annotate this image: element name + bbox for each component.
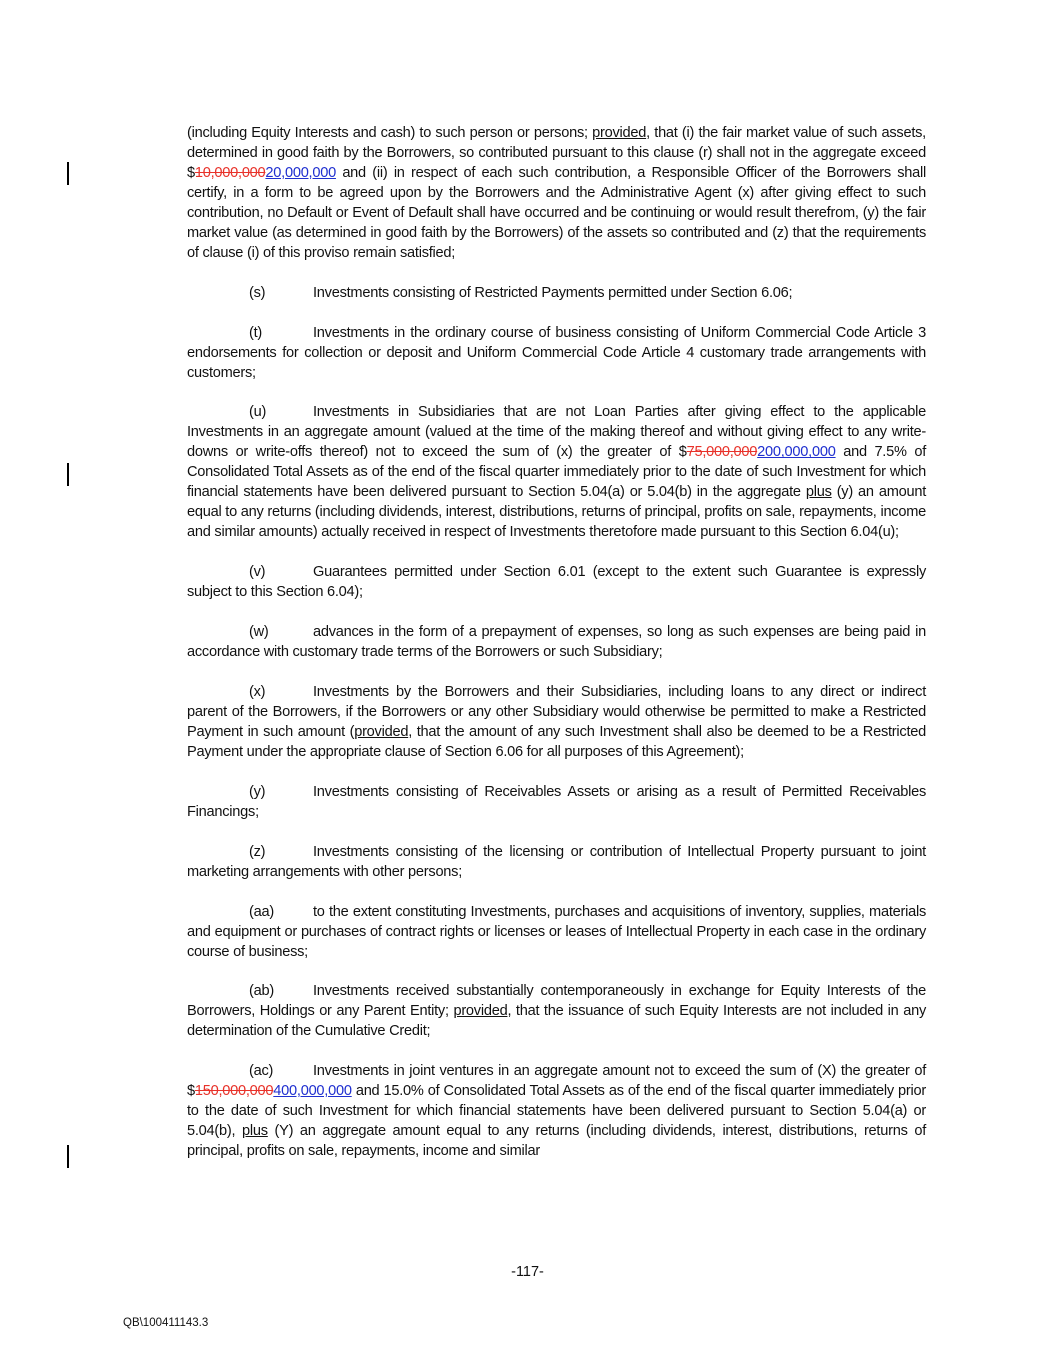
- deleted-text: 75,000,000: [686, 444, 758, 461]
- item-label: (u): [249, 404, 267, 421]
- item-label: (aa): [249, 903, 274, 920]
- paragraph-ab: (ab) Investments received substantially contemporaneously in exchange for Equity Interests of the Borrowers, Holdings or any Parent Entity; provided, that the issuance of such Equity Interests are not included in any determination of the Cumulative Credit;: [187, 983, 926, 1040]
- document-id: QB\100411143.3: [123, 1317, 209, 1329]
- paragraph-w: (w) advances in the form of a prepayment of expenses, so long as such expenses are being paid in accordance with customary trade terms of the Borrowers or such Subsidiary;: [187, 624, 926, 661]
- change-bar: [67, 1145, 69, 1168]
- item-label: (ac): [249, 1063, 274, 1080]
- item-label: (x): [249, 683, 266, 700]
- inserted-text: 400,000,000: [273, 1083, 352, 1100]
- paragraph-s: (s) Investments consisting of Restricted Payments permitted under Section 6.06;: [187, 284, 926, 304]
- underlined-term: plus: [242, 1123, 268, 1140]
- paragraph-y: (y) Investments consisting of Receivables Assets or arising as a result of Permitted Receivables Financings;: [187, 783, 926, 820]
- item-label: (v): [249, 564, 266, 581]
- paragraph-x: (x) Investments by the Borrowers and their Subsidiaries, including loans to any direct or indirect parent of the Borrowers, if the Borrowers or any other Subsidiary would otherwise be permitted to make a Restricted Payment in such amount (provided, that the amount of any such Investment shall also be deemed to be a Restricted Payment under the appropriate clause of Section 6.06 for all purposes of this Agreement);: [187, 683, 926, 760]
- underlined-term: provided: [592, 125, 647, 141]
- item-label: (ab): [249, 983, 274, 1000]
- change-bar: [67, 463, 69, 486]
- paragraph-z: (z) Investments consisting of the licensing or contribution of Intellectual Property pursuant to joint marketing arrangements with other persons;: [187, 843, 926, 880]
- deleted-text: 150,000,000: [194, 1083, 274, 1100]
- inserted-text: 20,000,000: [265, 164, 336, 181]
- paragraph-u: (u) Investments in Subsidiaries that are not Loan Parties after giving effect to the applicable Investments in an aggregate amount (valued at the time of the making thereof and without giving effect to any write-downs or write-offs thereof) not to exceed the sum of (x) the greater of $75,000,000200,000,000 and 7.5% of Consolidated Total Assets as of the end of the fiscal quarter immediately prior to the date of such Investment for which financial statements have been delivered pursuant to Section 5.04(a) or 5.04(b) in the aggregate plus (y) an amount equal to any returns (including dividends, interest, distributions, returns of principal, profits on sale, repayments, income and similar amounts) actually received in respect of Investments theretofore made pursuant to this Section 6.04(u);: [187, 404, 927, 541]
- underlined-term: plus: [805, 484, 832, 501]
- paragraph-t: (t) Investments in the ordinary course of business consisting of Uniform Commercial Code Article 3 endorsements for collection or deposit and Uniform Commercial Code Article 4 customary trade arrangements with customers;: [187, 324, 926, 381]
- deleted-text: 10,000,000: [194, 164, 266, 181]
- page-number: -117-: [511, 1264, 544, 1280]
- item-label: (s): [249, 284, 266, 301]
- inserted-text: 200,000,000: [757, 444, 836, 461]
- paragraph-intro: (including Equity Interests and cash) to such person or persons; provided, that (i) the fair market value of such assets, determined in good faith by the Borrowers, so contributed pursuant to this clause (r) shall not in the aggregate exceed $10,000,00020,000,000 and (ii) in respect of each such contribution, a Responsible Officer of the Borrowers shall certify, in a form to be agreed upon by the Borrowers and the Administrative Agent (x) after giving effect to such contribution, no Default or Event of Default shall have occurred and be continuing or would result therefrom, (y) the fair market value (as determined in good faith by the Borrowers) of the assets so contributed and (z) that the requirements of clause (i) of this proviso remain satisfied;: [187, 125, 926, 261]
- underlined-term: provided: [354, 723, 409, 740]
- paragraph-ac: (ac) Investments in joint ventures in an aggregate amount not to exceed the sum of (X) the greater of $150,000,000400,000,000 and 15.0% of Consolidated Total Assets as of the end of the fiscal quarter immediately prior to the date of such Investment for which financial statements have been delivered pursuant to Section 5.04(a) or 5.04(b), plus (Y) an aggregate amount equal to any returns (including dividends, interest, distributions, returns of principal, profits on sale, repayments, income and similar: [187, 1063, 926, 1160]
- item-label: (z): [249, 843, 266, 860]
- item-label: (y): [249, 783, 266, 800]
- body-text: [187, 124, 926, 1182]
- item-label: (t): [249, 324, 263, 341]
- change-bar: [67, 162, 69, 185]
- item-label: (w): [249, 624, 269, 641]
- paragraph-aa: (aa) to the extent constituting Investments, purchases and acquisitions of inventory, supplies, materials and equipment or purchases of contract rights or licenses or leases of Intellectual Property in each case in the ordinary course of business;: [187, 903, 926, 960]
- underlined-term: provided: [453, 1003, 508, 1020]
- paragraph-v: (v) Guarantees permitted under Section 6.01 (except to the extent such Guarantee is expressly subject to this Section 6.04);: [187, 564, 926, 601]
